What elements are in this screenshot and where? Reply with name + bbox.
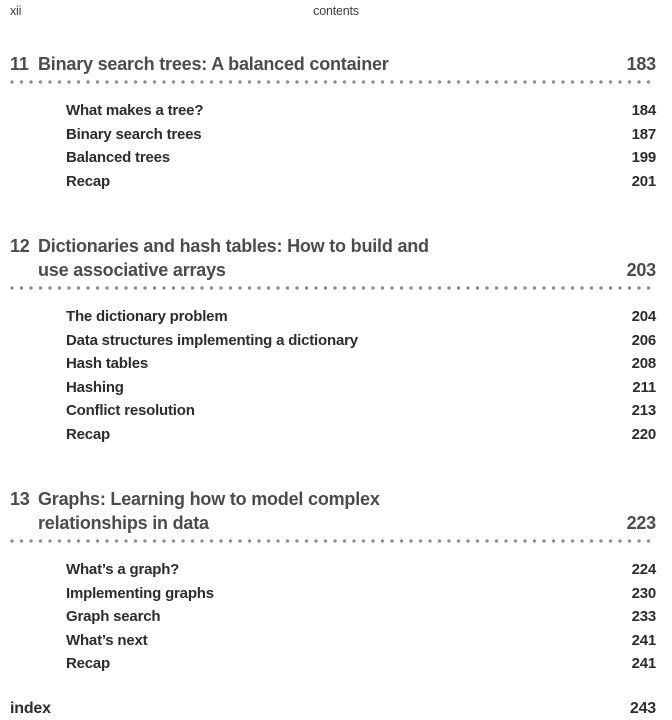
section-title: Conflict resolution	[66, 402, 195, 419]
chapter-title-line: Graphs: Learning how to model complex	[38, 489, 380, 509]
section-title: Implementing graphs	[66, 584, 214, 602]
section-page-number: 220	[631, 425, 656, 443]
section-page-number: 208	[631, 355, 656, 372]
section-page-number: 204	[631, 308, 656, 325]
chapter-page-number: 183	[626, 54, 656, 74]
section-title: Recap	[66, 172, 111, 190]
table-of-contents	[10, 52, 656, 720]
section-title: Hash tables	[66, 355, 148, 372]
chapter-title	[38, 234, 429, 282]
chapter-title	[38, 52, 389, 76]
section-list	[10, 558, 656, 676]
section-page-number: 241	[631, 631, 656, 649]
section-title: Recap	[66, 425, 111, 443]
section-title: Hashing	[66, 378, 124, 396]
page-header	[0, 4, 672, 20]
section-page-number: 206	[631, 331, 656, 349]
section-list	[10, 305, 656, 446]
section-title: Data structures implementing a dictionary	[66, 331, 358, 349]
section-page-number: 199	[631, 149, 656, 166]
chapter-title-line: use associative arrays	[38, 260, 226, 280]
index-entry[interactable]	[10, 700, 656, 717]
page-folio: xii	[10, 4, 22, 18]
toc-entry[interactable]	[10, 558, 656, 582]
chapter-block-13	[10, 487, 656, 676]
section-title: What makes a tree?	[66, 102, 204, 119]
dotted-separator	[10, 80, 656, 84]
toc-entry[interactable]	[10, 652, 656, 676]
section-page-number: 233	[631, 608, 656, 625]
chapter-heading-left	[10, 52, 389, 76]
chapter-title	[38, 487, 380, 535]
toc-entry[interactable]	[10, 305, 656, 329]
toc-entry[interactable]	[10, 629, 656, 653]
section-page-number: 201	[631, 172, 656, 190]
section-page-number: 187	[631, 125, 656, 143]
chapter-number: 13	[10, 489, 30, 509]
section-title: Recap	[66, 655, 111, 672]
toc-entry[interactable]	[10, 329, 656, 353]
chapter-title-line: Binary search trees: A balanced container	[38, 54, 389, 74]
chapter-block-12	[10, 234, 656, 446]
chapter-page-number: 203	[626, 260, 656, 280]
toc-entry[interactable]	[10, 352, 656, 376]
toc-entry[interactable]	[10, 605, 656, 629]
toc-entry[interactable]	[10, 170, 656, 194]
section-page-number: 230	[631, 584, 656, 602]
toc-entry[interactable]	[10, 582, 656, 606]
section-page-number: 241	[631, 655, 656, 672]
section-title: What’s next	[66, 631, 148, 649]
section-page-number: 213	[631, 402, 656, 419]
section-title: Balanced trees	[66, 149, 170, 166]
section-list	[10, 99, 656, 193]
toc-entry[interactable]	[10, 123, 656, 147]
toc-entry[interactable]	[10, 399, 656, 423]
chapter-page-number: 223	[626, 513, 656, 533]
index-title: index	[10, 699, 51, 717]
index-page-number: 243	[629, 699, 656, 717]
chapter-heading-left	[10, 234, 429, 282]
toc-entry[interactable]	[10, 376, 656, 400]
toc-entry[interactable]	[10, 423, 656, 447]
section-page-number: 224	[631, 561, 656, 578]
chapter-block-11	[10, 52, 656, 193]
toc-entry[interactable]	[10, 146, 656, 170]
section-page-number: 211	[632, 378, 656, 396]
section-title: Graph search	[66, 608, 161, 625]
chapter-number: 12	[10, 236, 30, 256]
chapter-heading-13[interactable]	[10, 487, 656, 535]
section-title: The dictionary problem	[66, 308, 228, 325]
toc-entry[interactable]	[10, 99, 656, 123]
chapter-title-line: relationships in data	[38, 513, 209, 533]
chapter-number: 11	[10, 54, 29, 74]
section-title: Binary search trees	[66, 125, 202, 143]
chapter-heading-left	[10, 487, 380, 535]
dotted-separator	[10, 539, 656, 543]
running-head: contents	[313, 4, 359, 18]
dotted-separator	[10, 286, 656, 290]
chapter-title-line: Dictionaries and hash tables: How to build and	[38, 236, 429, 256]
chapter-heading-12[interactable]	[10, 234, 656, 282]
chapter-heading-11[interactable]	[10, 52, 656, 76]
section-title: What’s a graph?	[66, 561, 180, 578]
section-page-number: 184	[631, 102, 656, 119]
